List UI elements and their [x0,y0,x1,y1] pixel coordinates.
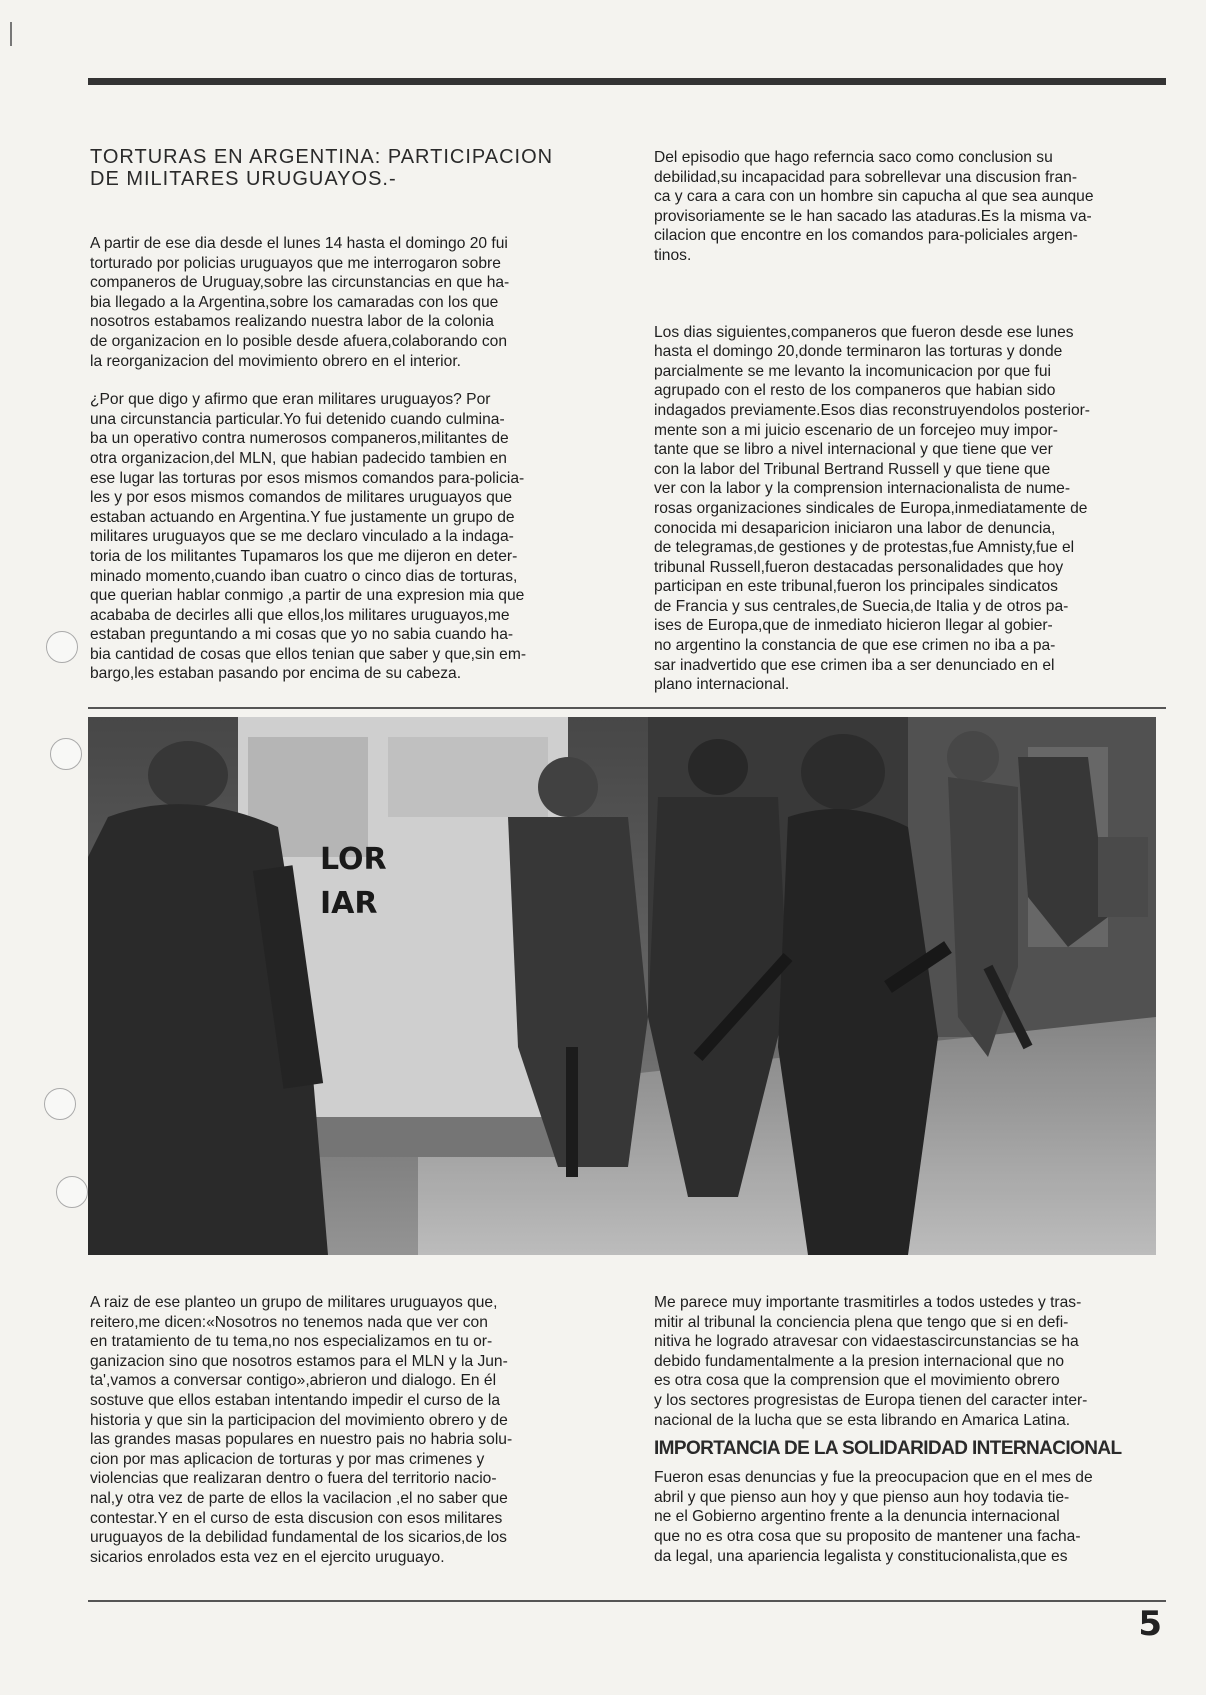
binder-hole [46,631,78,663]
column-bottom-left [90,1293,590,1586]
truck-sign-line2: IAR [320,886,378,921]
paragraph: Los dias siguientes,companeros que fueron desde ese lunes hasta el domingo 20,donde terminaron las torturas y donde parcialmente se me levanto la incomunicacion por que fui agrupado con el resto de los companeros que habian sido indagados previamente.Esos dias reconstruyendolos posterior- mente son a mi juicio escenario de un forcejeo muy impor- tante que se libro a nivel internacional y que tiene que ver con la labor del Tribunal Bertrand Russell y que tiene que ver con la labor y la comprension internacionalista de nume- rosas organizaciones sindicales de Europa,inmediatamente de conocida mi desaparicion iniciaron una labor de denuncia, de telegramas,de gestiones y de protestas,fue Amnisty,fue el tribunal Russell,fueron destacadas personalidades que hoy participan en este tribunal,fueron los principales sindicatos de Francia y sus centrales,de Suecia,de Italia y de otros pa- ises de Europa,que de inmediato hicieron llegar al gobier- no argentino la constancia de que ese crimen no iba a pa- sar inadvertido que ese crimen iba a ser denunciado en el plano internacional. [654,323,1091,694]
paragraph: Fueron esas denuncias y fue la preocupacion que en el mes de abril y que pienso aun hoy y que pienso aun hoy todavia tie- ne el Gobierno argentino frente a la denuncia internacional que no es otra cosa que su proposito de mantener una facha- da legal, una apariencia legalista y constitucionalista,que es [654,1469,1093,1565]
truck-sign-line1: LOR [320,842,387,877]
column-bottom-right [654,1293,1164,1585]
middle-rule [88,707,1166,709]
paragraph: Del episodio que hago referncia saco como conclusion su debilidad,su incapacidad para sobrellevar una discusion fran- ca y cara a cara con un hombre sin capucha al que sea aunque provisoriamente se le han sacado las ataduras.Es la misma va- cilacion que encontre en los comandos para-policiales argen- tinos. [654,149,1094,264]
column-top-right [654,148,1164,714]
paragraph: A partir de ese dia desde el lunes 14 hasta el domingo 20 fui torturado por policias uruguayos que me interrogaron sobre companeros de Uruguay,sobre las circunstancias en que ha- bia llegado a la Argentina,sobre los camaradas con los que nosotros estabamos realizando nuestra labor de la colonia de organizacion en lo posible desde afuera,colaborando con la reorganizacion del movimiento obrero en el interior. [90,235,510,370]
binder-hole [56,1176,88,1208]
top-rule [88,78,1166,85]
column-top-left [90,146,590,703]
paragraph: A raiz de ese planteo un grupo de militares uruguayos que, reitero,me dicen:«Nosotros no tenemos nada que ver con en tratamiento de tu tema,no nos especializamos en tu or- ganizacion sino que nosotros estamos para el MLN y la Jun- ta',vamos a conversar contigo»,abrieron und dialogo. En él sostuve que ellos estaban intentando impedir el curso de la historia y que sin la participacion del movimiento obrero y de las grandes masas populares en nuestro pais no habria solu- cion por mas aplicacion de torturas y por mas crimenes y violencias que realizaran dentro o fuera del territorio nacio- nal,y otra vez de parte de ellos la vacilacion ,el no saber que contestar.Y en el curso de esta discusion con esos militares uruguayos de la debilidad fundamental de los sicarios,de los sicarios enrolados esta vez en el ejercito uruguayo. [90,1294,513,1566]
binder-hole [50,738,82,770]
bottom-rule [88,1600,1166,1602]
scan-edge-mark [10,22,12,46]
section-subheading: IMPORTANCIA DE LA SOLIDARIDAD INTERNACIONAL [654,1438,1122,1460]
paragraph: Me parece muy importante trasmitirles a todos ustedes y tras- mitir al tribunal la conciencia plena que tengo que si en defi- nitiva he logrado atravesar con vidaestascircunstancias se ha debido fundamentalmente a la presion internacional que no es otra cosa que la comprension que el movimiento obrero y los sectores progresistas de Europa tienen del caracter inter- nacional de la lucha que se esta librando en Amarica Latina. [654,1294,1088,1429]
page-number: 5 [1138,1604,1162,1644]
article-title: TORTURAS EN ARGENTINA: PARTICIPACION DE MILITARES URUGUAYOS.- [90,146,554,190]
binder-hole [44,1088,76,1120]
riot-police-photo [88,717,1156,1255]
paragraph: ¿Por que digo y afirmo que eran militares uruguayos? Por una circunstancia particular.Yo fui detenido cuando culmina- ba un operativo contra numerosos companeros,militantes de otra organizacion,del MLN, que habian padecido tambien en ese lugar las torturas por esos mismos comandos para-policia- les y por esos mismos comandos de militares uruguayos que estaban actuando en Argentina.Y fue justamente un grupo de militares uruguayos que se me declaro vinculado a la indaga- toria de los militantes Tupamaros los que me dijeron en deter- minado momento,cuando iban cuatro o cinco dias de torturas, que querian hablar conmigo ,a partir de una expresion mia que acababa de decirles alli que ellos,los militares uruguayos,me estaban preguntando a mi cosas que yo no sabia cuando ha- bia cantidad de cosas que ellos tenian que saber y que,sin em- bargo,les estaban pasando por encima de su cabeza. [90,391,527,683]
